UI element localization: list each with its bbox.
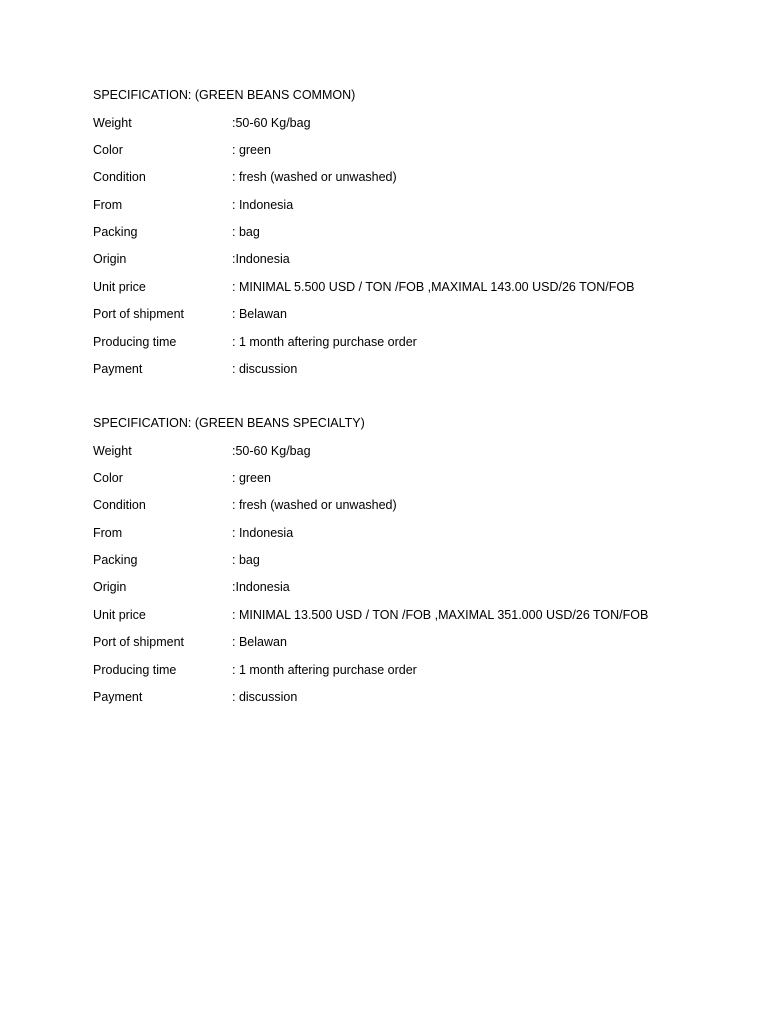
spec-row-producing-time xyxy=(93,661,733,680)
spec-value: : Belawan xyxy=(232,307,287,322)
spec-label: Producing time xyxy=(93,662,177,677)
spec-row-from xyxy=(93,524,733,543)
spec-label: Payment xyxy=(93,362,143,377)
spec-row-color xyxy=(93,141,733,160)
spec-label: Condition xyxy=(93,170,146,185)
spec-label: Packing xyxy=(93,225,138,240)
spec-row-weight xyxy=(93,442,733,461)
spec-label: Color xyxy=(93,470,123,485)
spec-row-condition xyxy=(93,168,733,187)
spec-value: : MINIMAL 5.500 USD / TON /FOB ,MAXIMAL 143.00 USD/26 TON/FOB xyxy=(232,279,635,294)
spec-row-port-of-shipment xyxy=(93,633,733,652)
spec-row-payment xyxy=(93,360,733,379)
spec-value: :Indonesia xyxy=(232,252,290,267)
spec-value: : green xyxy=(232,142,271,157)
spec-value: : bag xyxy=(232,225,260,240)
spec-value: : bag xyxy=(232,553,260,568)
spec-value: : Indonesia xyxy=(232,525,294,540)
spec-value: : discussion xyxy=(232,690,298,705)
spec-label: Packing xyxy=(93,553,138,568)
spec-value: : 1 month aftering purchase order xyxy=(232,662,417,677)
spec-value: :50-60 Kg/bag xyxy=(232,115,311,130)
spec-value: : discussion xyxy=(232,362,298,377)
spec-row-origin xyxy=(93,578,733,597)
spec-row-port-of-shipment xyxy=(93,305,733,324)
spec-label: Producing time xyxy=(93,334,177,349)
spec-label: Origin xyxy=(93,252,127,267)
spec-value: :Indonesia xyxy=(232,580,290,595)
spec-value: : Indonesia xyxy=(232,197,294,212)
spec-section-common xyxy=(93,86,733,387)
spec-row-from xyxy=(93,196,733,215)
section-title: SPECIFICATION: (GREEN BEANS SPECIALTY) xyxy=(93,416,365,430)
spec-value: : green xyxy=(232,470,271,485)
spec-label: Unit price xyxy=(93,279,146,294)
spec-section-specialty xyxy=(93,414,733,715)
spec-label: Weight xyxy=(93,443,132,458)
spec-row-packing xyxy=(93,551,733,570)
spec-value: : Belawan xyxy=(232,635,287,650)
spec-label: Port of shipment xyxy=(93,635,185,650)
spec-value: : fresh (washed or unwashed) xyxy=(232,170,397,185)
spec-row-color xyxy=(93,469,733,488)
spec-label: Condition xyxy=(93,498,146,513)
spec-label: Color xyxy=(93,142,123,157)
spec-row-unit-price xyxy=(93,606,733,625)
spec-row-condition xyxy=(93,496,733,515)
spec-label: Unit price xyxy=(93,607,146,622)
section-title: SPECIFICATION: (GREEN BEANS COMMON) xyxy=(93,88,356,102)
spec-label: From xyxy=(93,197,123,212)
spec-label: From xyxy=(93,525,123,540)
spec-label: Origin xyxy=(93,580,127,595)
spec-value: : MINIMAL 13.500 USD / TON /FOB ,MAXIMAL 351.000 USD/26 TON/FOB xyxy=(232,607,649,622)
spec-row-origin xyxy=(93,250,733,269)
spec-label: Payment xyxy=(93,690,143,705)
spec-row-packing xyxy=(93,223,733,242)
spec-row-payment xyxy=(93,688,733,707)
spec-row-producing-time xyxy=(93,333,733,352)
spec-label: Weight xyxy=(93,115,132,130)
spec-value: : fresh (washed or unwashed) xyxy=(232,498,397,513)
spec-value: :50-60 Kg/bag xyxy=(232,443,311,458)
spec-row-unit-price xyxy=(93,278,733,297)
spec-value: : 1 month aftering purchase order xyxy=(232,334,417,349)
spec-label: Port of shipment xyxy=(93,307,185,322)
spec-row-weight xyxy=(93,114,733,133)
